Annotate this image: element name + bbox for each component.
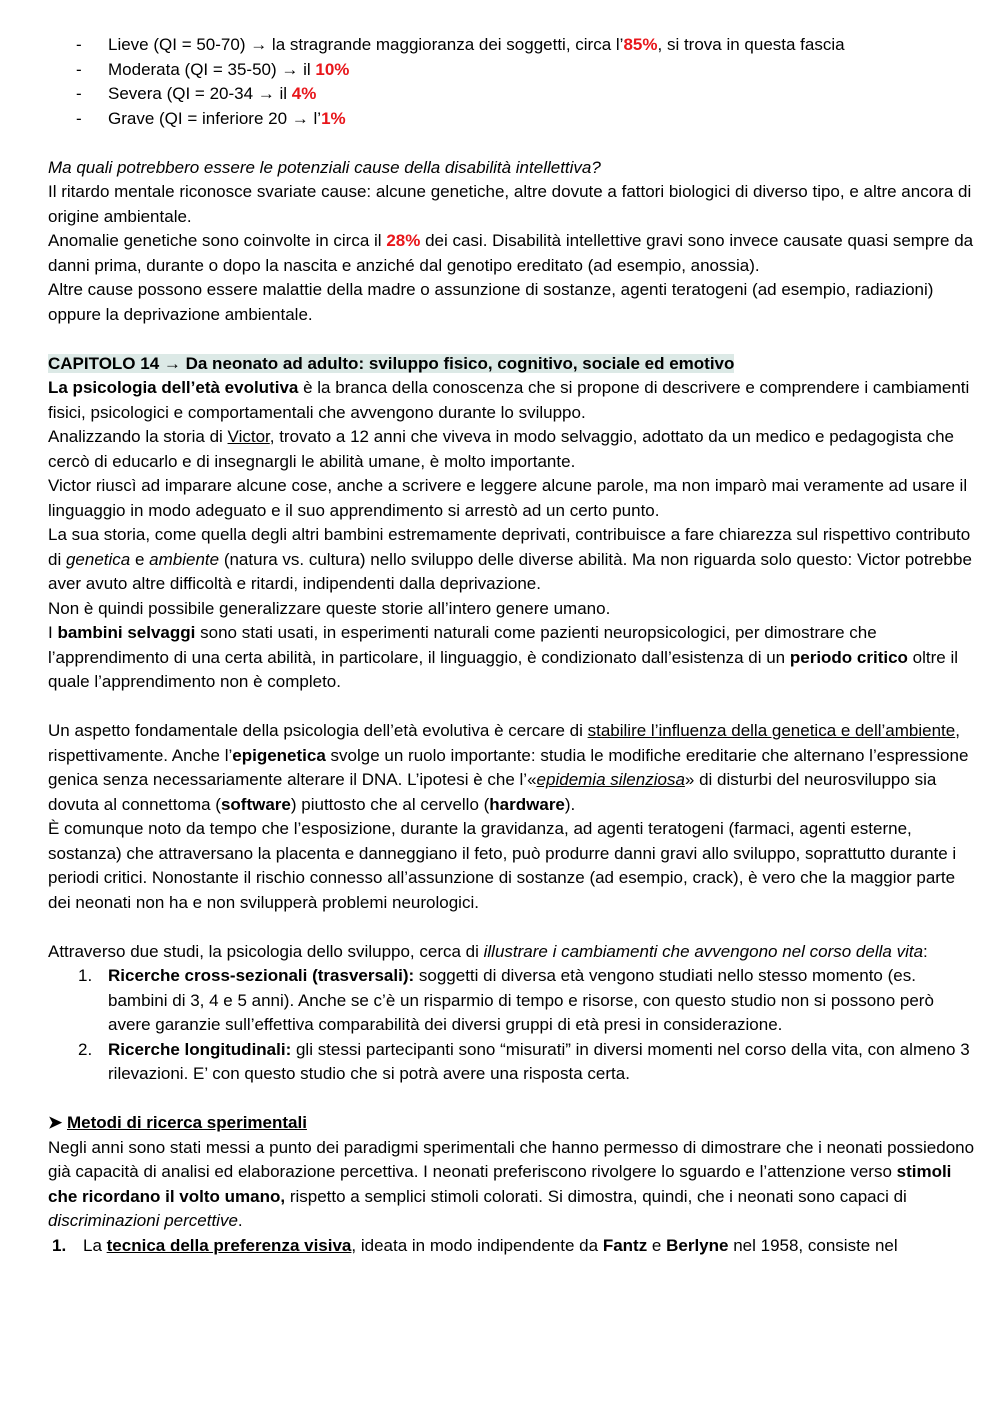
bold-underlined-text: tecnica della preferenza visiva bbox=[106, 1235, 352, 1255]
text: , rispettivamente. Anche l’ bbox=[48, 721, 960, 765]
text: è la branca della conoscenza che si propone di descrivere e comprendere i cambiamenti fisici, psicologici e comportamentali che avvengono durante lo sviluppo. bbox=[48, 378, 970, 422]
paragraph: Il ritardo mentale riconosce svariate cause: alcune genetiche, altre dovute a fattori biologici di diverso tipo, e altre ancora di origine ambientale. bbox=[48, 182, 972, 226]
bold-text: hardware bbox=[489, 794, 565, 814]
list-item-text bbox=[108, 107, 346, 132]
list-item bbox=[48, 1234, 978, 1259]
percentage: 4% bbox=[291, 84, 317, 103]
italic-text: ambiente bbox=[149, 549, 220, 569]
list-item-text bbox=[108, 1038, 978, 1087]
text: ). bbox=[564, 794, 576, 814]
bullet-marker: - bbox=[76, 108, 82, 128]
paragraph: Altre cause possono essere malattie della madre o assunzione di sostanze, agenti teratogeni (ad esempio, radiazioni) oppure la deprivazione ambientale. bbox=[48, 280, 934, 324]
italic-text: genetica bbox=[65, 549, 131, 569]
chapter-heading: CAPITOLO 14 → Da neonato ad adulto: sviluppo fisico, cognitivo, sociale ed emotivo bbox=[48, 353, 735, 373]
spacer bbox=[48, 327, 978, 352]
text: svolge un ruolo importante: studia le modifiche ereditarie che alternano l’espressione genica senza necessariamente alterare il DNA. L’ipotesi è che l’« bbox=[48, 745, 969, 789]
list-item-text bbox=[108, 82, 316, 107]
text: , ideata in modo indipendente da bbox=[351, 1235, 603, 1255]
text: , trovato a 12 anni che viveva in modo selvaggio, adottato da un medico e pedagogista che cercò di educarlo e di insegnargli le abilità umane, è molto importante. bbox=[48, 427, 954, 471]
paragraph bbox=[48, 621, 978, 695]
bold-text: software bbox=[220, 794, 291, 814]
list-item bbox=[48, 82, 978, 107]
text: Severa (QI = 20-34 → il bbox=[108, 84, 292, 103]
bold-text: epigenetica bbox=[232, 745, 326, 765]
percentage: 10% bbox=[315, 59, 350, 79]
text: soggetti di diversa età vengono studiati nello stesso momento (es. bambini di 3, 4 e 5 anni). Anche se c’è un risparmio di tempo e risorse, con questo studio non si possono però avere garanzie sull’effettiva comparabilità dei diversi gruppi di età presi in considerazione. bbox=[108, 966, 934, 1034]
list-item bbox=[48, 107, 978, 132]
list-number: 1. bbox=[52, 1235, 67, 1255]
bold-text: Ricerche longitudinali: bbox=[108, 1039, 292, 1059]
paragraph bbox=[48, 376, 978, 425]
document-content bbox=[48, 33, 978, 1258]
underlined-text: stabilire l’influenza della genetica e dell’ambiente bbox=[587, 721, 956, 740]
text: La bbox=[83, 1235, 107, 1255]
paragraph bbox=[48, 229, 978, 278]
text: . bbox=[237, 1211, 243, 1230]
list-number: 1. bbox=[78, 966, 93, 985]
text: Grave (QI = inferiore 20 → l’ bbox=[108, 108, 322, 128]
percentage: 1% bbox=[321, 108, 346, 128]
text: I bbox=[48, 623, 58, 642]
bold-text: stimoli che ricordano il volto umano, bbox=[48, 1162, 952, 1206]
text: Negli anni sono stati messi a punto dei paradigmi sperimentali che hanno permesso di dimostrare che i neonati possiedono già capacità di analisi ed elaborazione percettiva. I neonati preferiscono rivolgere lo sguardo e l’attenzione verso bbox=[48, 1137, 975, 1181]
bold-text: periodo critico bbox=[789, 647, 908, 667]
underlined-text: Victor bbox=[227, 427, 270, 446]
arrow-icon: ➤ bbox=[48, 1113, 63, 1132]
list-number: 2. bbox=[78, 1039, 93, 1059]
list-item bbox=[48, 58, 978, 83]
text: rispetto a semplici stimoli colorati. Si dimostra, quindi, che i neonati sono capaci di bbox=[285, 1186, 907, 1206]
spacer bbox=[48, 1087, 978, 1112]
text: , si trova in questa fascia bbox=[657, 35, 845, 54]
list-item-text bbox=[83, 1234, 898, 1259]
text: e bbox=[130, 549, 150, 569]
chapter-heading-line bbox=[48, 352, 978, 377]
italic-underlined-text: epidemia silenziosa bbox=[536, 770, 685, 789]
bullet-marker: - bbox=[76, 84, 82, 103]
paragraph: Non è quindi possibile generalizzare queste storie all’intero genere umano. bbox=[48, 598, 611, 618]
italic-text: illustrare i cambiamenti che avvengono nel corso della vita bbox=[483, 941, 924, 961]
list-item-text bbox=[108, 58, 349, 83]
paragraph bbox=[48, 523, 978, 597]
list-item-text bbox=[108, 964, 978, 1038]
paragraph bbox=[48, 940, 978, 965]
text: nel 1958, consiste nel bbox=[728, 1235, 898, 1255]
paragraph bbox=[48, 719, 978, 817]
spacer bbox=[48, 915, 978, 940]
bullet-marker: - bbox=[76, 35, 82, 54]
text: (natura vs. cultura) nello sviluppo delle diverse abilità. Ma non riguarda solo questo: Victor potrebbe aver avuto altre difficoltà e ritardi, indipendenti dalla deprivazione. bbox=[48, 549, 972, 593]
percentage: 85% bbox=[623, 35, 658, 54]
text: Anomalie genetiche sono coinvolte in circa il bbox=[48, 231, 387, 250]
section-heading bbox=[48, 1111, 978, 1136]
bold-text: Berlyne bbox=[666, 1235, 729, 1255]
text: Moderata (QI = 35-50) → il bbox=[108, 59, 316, 79]
paragraph bbox=[48, 1136, 978, 1234]
percentage: 28% bbox=[386, 231, 421, 250]
list-item bbox=[48, 964, 978, 1038]
text: Analizzando la storia di bbox=[48, 427, 228, 446]
text: e bbox=[647, 1235, 667, 1255]
paragraph bbox=[48, 425, 978, 474]
text: sono stati usati, in esperimenti naturali come pazienti neuropsicologici, per dimostrare che l’apprendimento di una certa abilità, in particolare, il linguaggio, è condizionato dall’esistenza di un bbox=[48, 623, 877, 667]
list-item bbox=[48, 33, 978, 58]
bold-text: La psicologia dell’età evolutiva bbox=[48, 378, 299, 397]
bullet-marker: - bbox=[76, 59, 82, 79]
text: » di disturbi del neurosviluppo sia dovuta al connettoma ( bbox=[48, 770, 937, 814]
section-heading-text: Metodi di ricerca sperimentali bbox=[66, 1113, 307, 1132]
text: Un aspetto fondamentale della psicologia dell’età evolutiva è cercare di bbox=[48, 721, 588, 740]
spacer bbox=[48, 695, 978, 720]
paragraph: È comunque noto da tempo che l’esposizione, durante la gravidanza, ad agenti teratogeni (farmaci, agenti esterne, sostanza) che attraversano la placenta e danneggiano il feto, può produrre danni gravi allo sviluppo, soprattutto durante i periodi critici. Nonostante il rischio connesso all’assunzione di sostanze (ad esempio, crack), è vero che la maggior parte dei neonati non ha e non svilupperà problemi neurologici. bbox=[48, 819, 957, 912]
bold-text: Ricerche cross-sezionali (trasversali): bbox=[108, 966, 415, 985]
italic-text: discriminazioni percettive bbox=[48, 1211, 238, 1230]
text: oltre il quale l’apprendimento non è completo. bbox=[48, 647, 959, 691]
severity-list bbox=[48, 33, 978, 131]
text: Attraverso due studi, la psicologia dello sviluppo, cerca di bbox=[48, 941, 484, 961]
bold-text: Fantz bbox=[602, 1235, 648, 1255]
bold-text: bambini selvaggi bbox=[57, 623, 196, 642]
spacer bbox=[48, 131, 978, 156]
question-text: Ma quali potrebbero essere le potenziali cause della disabilità intellettiva? bbox=[48, 157, 601, 177]
text: Lieve (QI = 50-70) → la stragrande maggioranza dei soggetti, circa l’ bbox=[108, 35, 624, 54]
list-item bbox=[48, 1038, 978, 1087]
text: ) piuttosto che al cervello ( bbox=[290, 794, 490, 814]
text: gli stessi partecipanti sono “misurati” in diversi momenti nel corso della vita, con almeno 3 rilevazioni. E’ con questo studio che si potrà avere una risposta certa. bbox=[108, 1039, 970, 1083]
text: : bbox=[923, 941, 928, 961]
paragraph: Victor riuscì ad imparare alcune cose, anche a scrivere e leggere alcune parole, ma non imparò mai veramente ad usare il linguaggio in modo adeguato e il suo apprendimento si arrestò ad un certo punto. bbox=[48, 476, 968, 520]
text: dei casi. Disabilità intellettive gravi sono invece causate quasi sempre da danni prima, durante o dopo la nascita e anziché dal genotipo ereditato (ad esempio, anossia). bbox=[48, 231, 974, 275]
list-item-text bbox=[108, 33, 845, 58]
text: La sua storia, come quella degli altri bambini estremamente deprivati, contribuisce a fare chiarezza sul rispettivo contributo di bbox=[48, 525, 971, 569]
